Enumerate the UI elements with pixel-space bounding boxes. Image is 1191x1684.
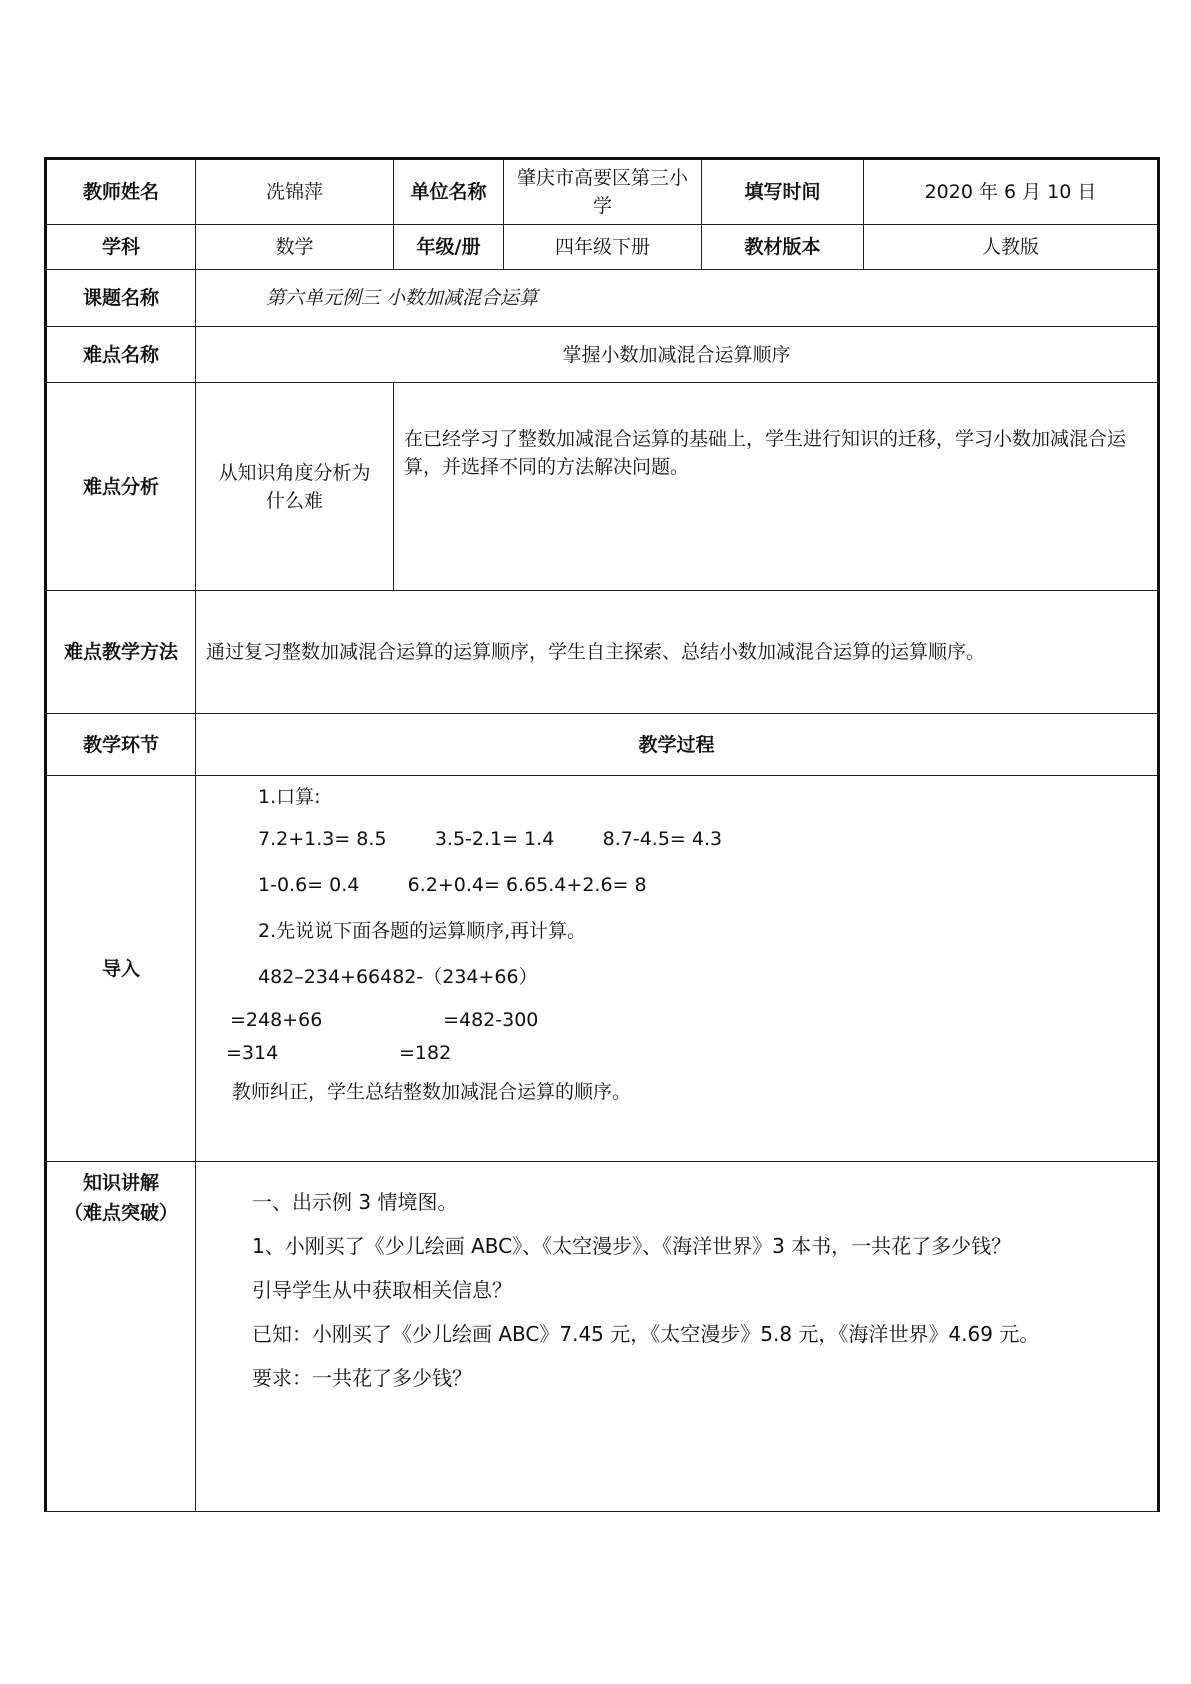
unit-name-label: 单位名称 — [394, 159, 504, 225]
intro-line: 1.口算: — [258, 786, 321, 808]
analysis-content: 在已经学习了整数加减混合运算的基础上，学生进行知识的迁移，学习小数加减混合运算，并选择不同的方法解决问题。 — [394, 383, 1159, 591]
knowledge-content — [196, 1162, 1159, 1512]
intro-line: 482–234+66482-（234+66） — [258, 966, 538, 988]
topic-value: 第六单元例三 小数加减混合运算 — [196, 270, 1159, 327]
knowledge-label-line2: （难点突破） — [63, 1202, 178, 1224]
difficulty-label: 难点名称 — [46, 327, 196, 383]
knowledge-line: 一、出示例 3 情境图。 — [252, 1190, 458, 1214]
intro-line: 2.先说说下面各题的运算顺序,再计算。 — [258, 920, 587, 942]
topic-label: 课题名称 — [46, 270, 196, 327]
analysis-sub-label: 从知识角度分析为什么难 — [196, 383, 394, 591]
knowledge-label-line1: 知识讲解 — [82, 1172, 159, 1194]
teacher-name-label: 教师姓名 — [46, 159, 196, 225]
knowledge-line: 要求：一共花了多少钱？ — [252, 1366, 472, 1390]
fill-date-label: 填写时间 — [702, 159, 864, 225]
knowledge-line: 1、小刚买了《少儿绘画 ABC》、《太空漫步》、《海洋世界》3 本书，一共花了多少钱？ — [252, 1234, 1012, 1258]
intro-line: =314 =182 — [226, 1042, 452, 1064]
method-label: 难点教学方法 — [46, 591, 196, 714]
grade-value: 四年级下册 — [504, 225, 702, 270]
knowledge-label — [46, 1162, 196, 1512]
process-column-label: 教学过程 — [196, 714, 1159, 776]
analysis-label: 难点分析 — [46, 383, 196, 591]
knowledge-line: 引导学生从中获取相关信息？ — [252, 1278, 512, 1302]
difficulty-value: 掌握小数加减混合运算顺序 — [196, 327, 1159, 383]
unit-name-value: 肇庆市高要区第三小学 — [504, 159, 702, 225]
edition-label: 教材版本 — [702, 225, 864, 270]
intro-line: 1-0.6= 0.4 6.2+0.4= 6.65.4+2.6= 8 — [258, 874, 647, 896]
method-content: 通过复习整数加减混合运算的运算顺序，学生自主探索、总结小数加减混合运算的运算顺序。 — [196, 591, 1159, 714]
intro-line: 教师纠正，学生总结整数加减混合运算的顺序。 — [232, 1081, 632, 1103]
intro-content — [196, 776, 1159, 1162]
subject-label: 学科 — [46, 225, 196, 270]
fill-date-value: 2020 年 6 月 10 日 — [864, 159, 1159, 225]
intro-line: =248+66 =482-300 — [230, 1009, 539, 1031]
intro-label: 导入 — [46, 776, 196, 1162]
teacher-name-value: 冼锦萍 — [196, 159, 394, 225]
subject-value: 数学 — [196, 225, 394, 270]
grade-label: 年级/册 — [394, 225, 504, 270]
edition-value: 人教版 — [864, 225, 1159, 270]
intro-line: 7.2+1.3= 8.5 3.5-2.1= 1.4 8.7-4.5= 4.3 — [258, 828, 723, 850]
knowledge-line: 已知：小刚买了《少儿绘画 ABC》7.45 元，《太空漫步》5.8 元，《海洋世界》4.69 元。 — [252, 1322, 1040, 1346]
stage-column-label: 教学环节 — [46, 714, 196, 776]
lesson-plan-table — [44, 157, 1160, 1512]
